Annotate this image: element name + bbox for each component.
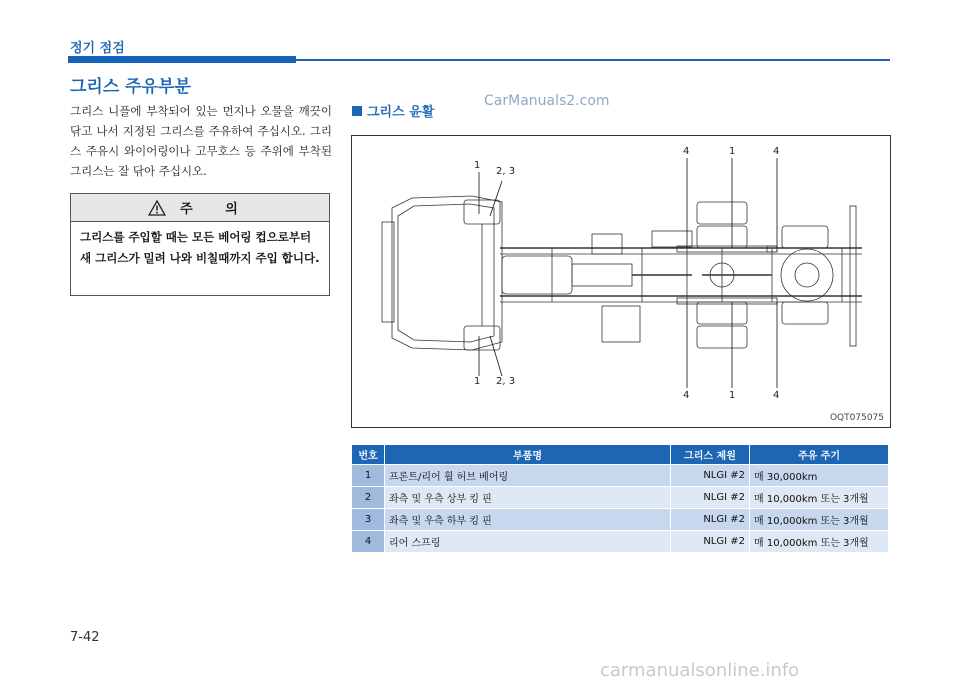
chassis-diagram [351,135,891,428]
table-row [352,509,889,531]
table-cell: 3 [352,509,385,531]
table-cell: 매 10,000km 또는 3개월 [750,531,889,553]
footer-watermark: carmanualsonline.info [600,660,800,681]
table-row [352,531,889,553]
page-title: 그리스 주유부분 [70,77,191,97]
diagram-label: 4 [773,146,780,157]
warning-triangle-icon [148,200,166,216]
section-label: 정기 점검 [70,41,125,56]
table-cell: 4 [352,531,385,553]
table-cell: 리어 스프링 [385,531,671,553]
diagram-label: 1 [474,376,481,387]
table-cell: NLGI #2 [671,487,750,509]
diagram-code: OQT075075 [829,413,884,423]
table-header: 부품명 [385,445,671,465]
table-header: 그리스 제원 [671,445,750,465]
table-cell: 좌측 및 우측 하부 킹 핀 [385,509,671,531]
table-cell: 매 10,000km 또는 3개월 [750,487,889,509]
table-row [352,487,889,509]
caution-header [71,194,329,222]
diagram-label: 4 [683,390,690,401]
table-cell: NLGI #2 [671,465,750,487]
table-cell: 매 10,000km 또는 3개월 [750,509,889,531]
body-paragraph: 그리스 니플에 부착되어 있는 먼지나 오물을 깨끗이 닦고 나서 지정된 그리스를 주유하여 주십시오. 그리스 주유시 와이어링이나 고무호스 등 주위에 부착된 그리스는 잘 닦아 주십시오. [70,104,332,178]
table-cell: NLGI #2 [671,509,750,531]
square-bullet-icon [352,106,362,116]
table-cell: NLGI #2 [671,531,750,553]
table-header: 번호 [352,445,385,465]
table-cell: 매 30,000km [750,465,889,487]
header-rule [296,59,890,61]
caution-box [70,193,330,296]
diagram-label: 2, 3 [496,166,516,177]
table-cell: 2 [352,487,385,509]
header-bar [68,56,296,63]
diagram-label: 1 [474,160,481,171]
diagram-label: 4 [773,390,780,401]
table-cell: 1 [352,465,385,487]
caution-title: 주 의 [180,202,252,217]
subsection-title: 그리스 윤활 [367,105,435,120]
grease-table [351,444,889,553]
diagram-label: 1 [729,390,736,401]
subsection-heading [352,101,434,120]
watermark: CarManuals2.com [484,93,610,109]
chassis-drawing [352,136,890,427]
diagram-label: 4 [683,146,690,157]
table-cell: 프론트/리어 휠 허브 베어링 [385,465,671,487]
page-number: 7-42 [70,630,100,645]
table-header: 주유 주기 [750,445,889,465]
table-cell: 좌측 및 우측 상부 킹 핀 [385,487,671,509]
table-row [352,465,889,487]
diagram-label: 2, 3 [496,376,516,387]
caution-text: 그리스를 주입할 때는 모든 베어링 컵으로부터 새 그리스가 밀려 나와 비칠때까지 주입 합니다. [80,230,320,265]
diagram-label: 1 [729,146,736,157]
